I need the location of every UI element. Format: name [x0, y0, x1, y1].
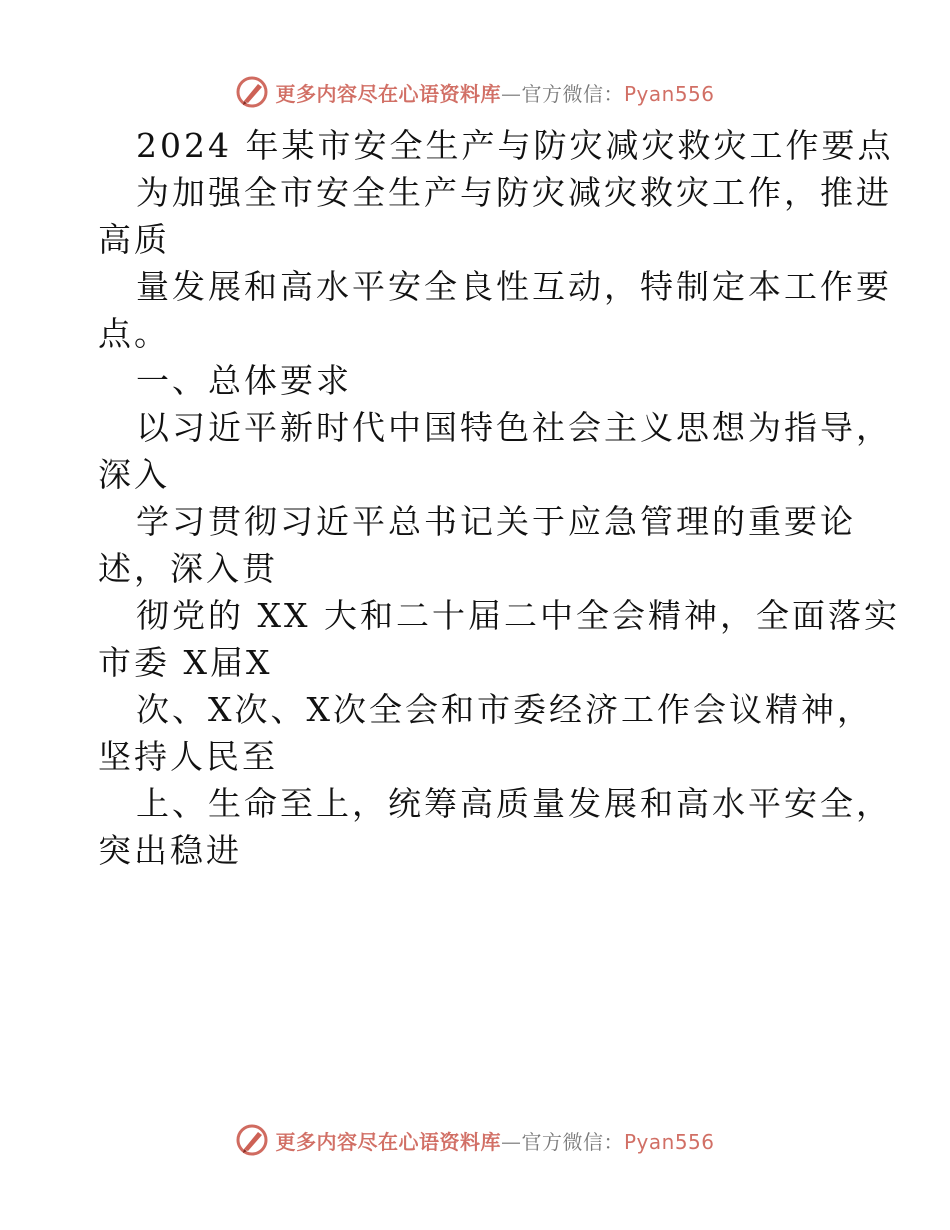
paragraph-line: 市委 X届X — [98, 643, 273, 682]
watermark-wechat-label: 官方微信： — [521, 81, 624, 106]
paragraph-line: 述，深入贯 — [98, 549, 278, 588]
paragraph-line: 次、X次、X次全会和市委经济工作会议精神， — [136, 690, 873, 729]
paragraph-line: 深入 — [98, 455, 170, 494]
section-heading: 一、总体要求 — [136, 361, 352, 400]
watermark-wechat-id: Pyan556 — [623, 81, 715, 106]
footer-watermark — [0, 1120, 950, 1160]
paragraph-line: 彻党的 XX 大和二十届二中全会精神，全面落实 — [136, 596, 900, 635]
watermark-main-text: 更多内容尽在心语资料库 — [275, 81, 501, 106]
document-title: 2024 年某市安全生产与防灾减灾救灾工作要点 — [136, 126, 894, 165]
watermark-wechat-label: 官方微信： — [521, 1129, 624, 1154]
paragraph-line: 突出稳进 — [98, 831, 242, 870]
paragraph-line: 上、生命至上，统筹高质量发展和高水平安全， — [136, 784, 892, 823]
paragraph-line: 以习近平新时代中国特色社会主义思想为指导， — [136, 408, 892, 447]
paragraph-line: 坚持人民至 — [98, 737, 278, 776]
watermark-separator: — — [500, 1129, 522, 1154]
pen-logo-icon — [235, 75, 269, 109]
watermark-main-text: 更多内容尽在心语资料库 — [275, 1129, 501, 1154]
pen-logo-icon — [235, 1123, 269, 1157]
paragraph-line: 量发展和高水平安全良性互动，特制定本工作要 — [136, 267, 892, 306]
watermark-wechat-id: Pyan556 — [623, 1129, 715, 1154]
paragraph-line: 为加强全市安全生产与防灾减灾救灾工作，推进 — [136, 173, 892, 212]
paragraph-line: 高质 — [98, 220, 170, 259]
paragraph-line: 点。 — [98, 314, 170, 353]
watermark-separator: — — [500, 81, 522, 106]
paragraph-line: 学习贯彻习近平总书记关于应急管理的重要论 — [136, 502, 856, 541]
header-watermark — [0, 72, 950, 112]
document-body — [98, 122, 900, 874]
